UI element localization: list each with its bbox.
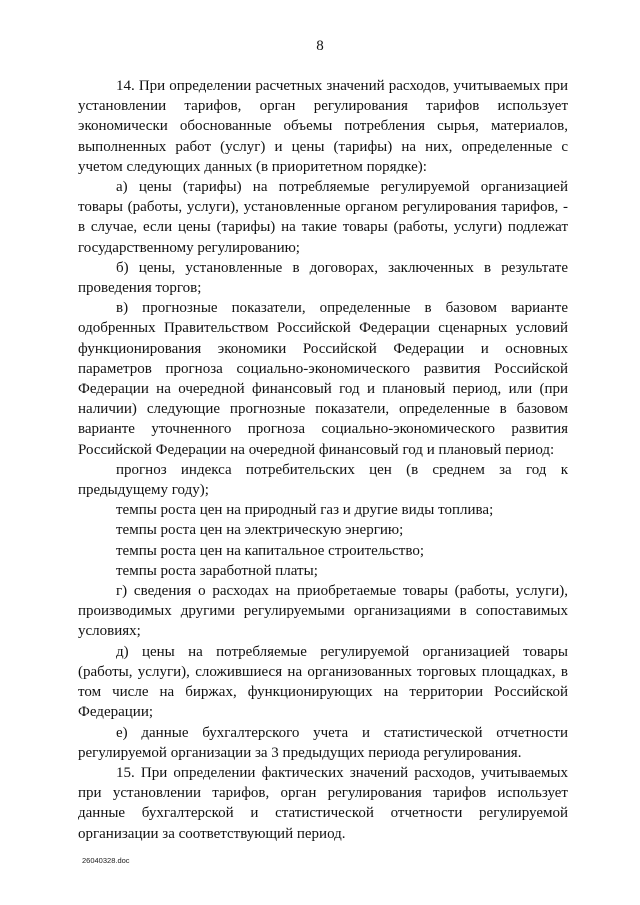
list-item-electricity-prices: темпы роста цен на электрическую энергию; [116, 522, 404, 539]
paragraph-14g: г) сведения о расходах на приобретаемые товары (работы, услуги), производимых другими регулируемыми организациями в сопоставимых условиях; [78, 583, 568, 640]
list-item-wage-growth: темпы роста заработной платы; [116, 562, 318, 579]
list-item-cpi-forecast: прогноз индекса потребительских цен (в среднем за год к предыдущему году); [78, 461, 568, 499]
paragraph-14e: е) данные бухгалтерского учета и статистической отчетности регулируемой организации за 3 предыдущих периода регулирования. [78, 724, 568, 761]
document-body [78, 76, 568, 844]
list-item-construction-prices: темпы роста цен на капитальное строительство; [116, 542, 425, 559]
paragraph-14: 14. При определении расчетных значений расходов, учитываемых при установлении тарифов, орган регулирования тарифов использует экономически обоснованные объемы потребления сырья, материалов, выполненных работ (услуг) и цены (тарифы) на них, определенные с учетом следующих данных (в приоритетном порядке): [78, 78, 568, 175]
paragraph-14a: а) цены (тарифы) на потребляемые регулируемой организацией товары (работы, услуги), установленные органом регулирования тарифов, - в случае, если цены (тарифы) на такие товары (работы, услуги) подлежат государственному регулированию; [78, 179, 568, 256]
footer-file-code: 26040328.doc [82, 856, 130, 865]
paragraph-14b: б) цены, установленные в договорах, заключенных в результате проведения торгов; [78, 259, 568, 297]
paragraph-14v: в) прогнозные показатели, определенные в базовом варианте одобренных Правительством Российской Федерации сценарных условий функционирования экономики Российской Федерации и основных параметров прогноза социально-экономического развития Российской Федерации на очередной финансовый год и плановый период, или (при наличии) следующие прогнозные показатели, определенные в базовом варианте уточненного прогноза социально-экономического развития Российской Федерации на очередной финансовый год и плановый период: [78, 300, 568, 458]
paragraph-14d: д) цены на потребляемые регулируемой организацией товары (работы, услуги), сложившиеся на организованных торговых площадках, в том числе на биржах, функционирующих на территории Российской Федерации; [78, 643, 568, 721]
paragraph-15: 15. При определении фактических значений расходов, учитываемых при установлении тарифов, орган регулирования тарифов использует данные бухгалтерской и статистической отчетности регулируемой организации за соответствующий период. [78, 764, 568, 842]
list-item-gas-fuel-prices: темпы роста цен на природный газ и другие виды топлива; [116, 502, 494, 519]
page-number: 8 [316, 38, 324, 54]
